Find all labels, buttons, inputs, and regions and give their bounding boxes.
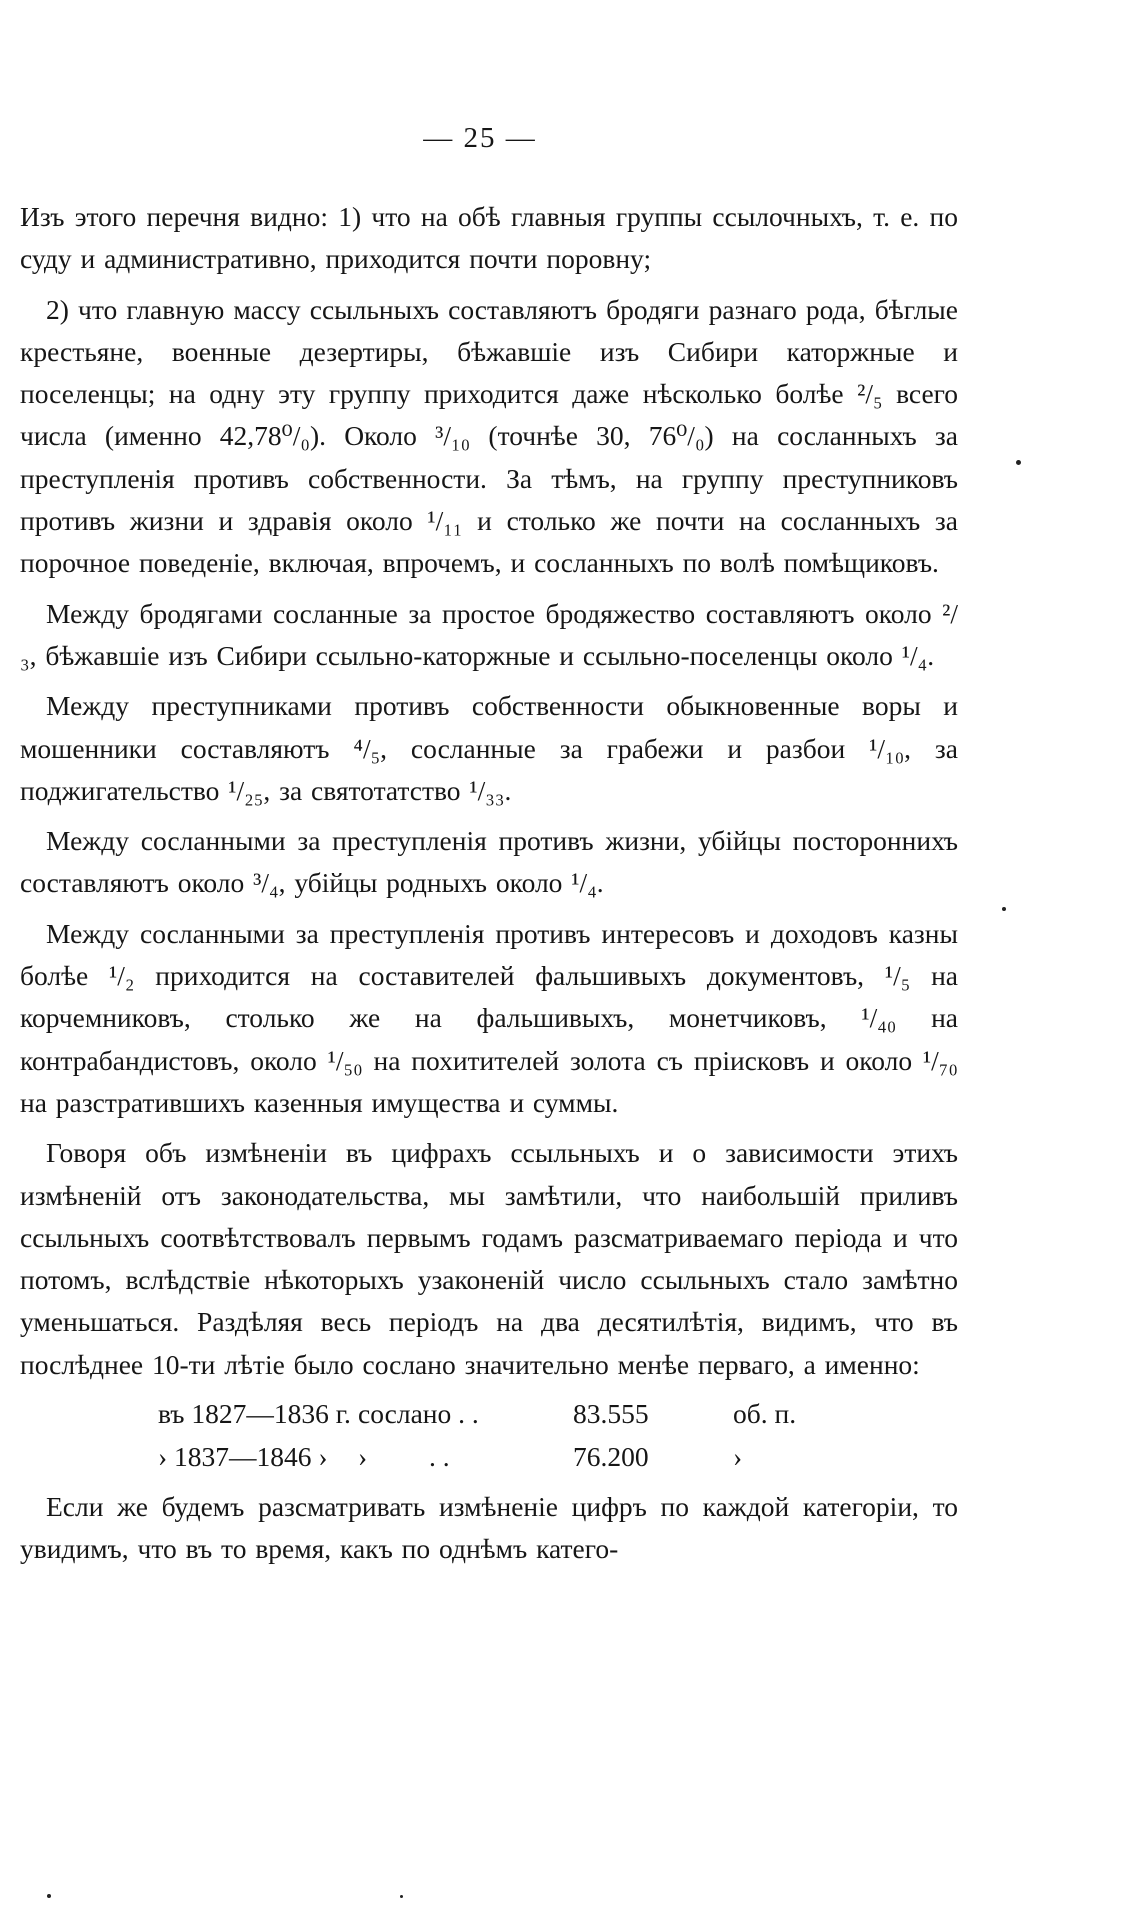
- table-row: [20, 1392, 958, 1435]
- scan-speck: [1016, 460, 1021, 465]
- paragraph-5: Между сосланными за преступленія противъ жизни, убійцы постороннихъ составляютъ около ³/₄, убійцы родныхъ около ¹/₄.: [20, 825, 958, 899]
- paragraph-4: Между преступниками противъ собственности обыкновенные воры и мошенники составляютъ ⁴/₅, сосланные за грабежи и разбои ¹/₁₀, за поджигательство ¹/₂₅, за святотатство ¹/₃₃.: [20, 690, 958, 806]
- paragraph-7: Говоря объ измѣненіи въ цифрахъ ссыльныхъ и о зависимости этихъ измѣненій отъ законодательства, мы замѣтили, что наибольшій приливъ ссыльныхъ соотвѣтствовалъ первымъ годамъ разсматриваемаго періода и что потомъ, вслѣдствіе нѣкоторыхъ узаконеній число ссыльныхъ стало замѣтно уменьшаться. Раздѣляя весь періодъ на два десятилѣтія, видимъ, что въ послѣднее 10-ти лѣтіе было сослано значительно менѣе перваго, а именно:: [20, 1137, 958, 1380]
- paragraph-1: Изъ этого перечня видно: 1) что на обѣ главныя группы ссылочныхъ, т. е. по суду и административно, приходится почти поровну;: [20, 201, 958, 275]
- row-prefix-period: въ 1827—1836 г.: [158, 1398, 351, 1430]
- table-row: [20, 1435, 958, 1478]
- paragraph-final: Если же будемъ разсматривать измѣненіе цифръ по каждой категоріи, то увидимъ, что въ то время, какъ по однѣмъ катего-: [20, 1491, 958, 1565]
- row-count: 83.555: [573, 1398, 649, 1430]
- scan-speck: [47, 1894, 51, 1898]
- page-number: — 25 —: [423, 122, 537, 154]
- row-unit: ›: [733, 1441, 743, 1473]
- scan-speck: [1002, 907, 1006, 911]
- body-text: [20, 196, 958, 1579]
- paragraph-3: Между бродягами сосланные за простое бродяжество составляютъ около ²/₃, бѣжавшіе изъ Сибири ссыльно-каторжные и ссыльно-поселенцы около ¹/₄.: [20, 597, 958, 671]
- row-verb: › . .: [358, 1441, 450, 1473]
- scan-speck: [400, 1895, 403, 1898]
- row-prefix-period: › 1837—1846 ›: [158, 1441, 328, 1473]
- exile-count-table: [20, 1392, 958, 1478]
- paragraph-6: Между сосланными за преступленія противъ интересовъ и доходовъ казны болѣе ¹/₂ приходится на составителей фальшивыхъ документовъ, ¹/₅ на корчемниковъ, столько же на фальшивыхъ, монетчиковъ, ¹/₄₀ на контрабандистовъ, около ¹/₅₀ на похитителей золота съ пріисковъ и около ¹/₇₀ на разстратившихъ казенныя имущества и суммы.: [20, 917, 958, 1118]
- row-verb: сослано . .: [358, 1398, 479, 1430]
- row-unit: об. п.: [733, 1398, 797, 1430]
- paragraph-2: 2) что главную массу ссыльныхъ составляютъ бродяги разнаго рода, бѣглые крестьяне, военные дезертиры, бѣжавшіе изъ Сибири каторжные и поселенцы; на одну эту группу приходится даже нѣсколько болѣе ²/₅ всего числа (именно 42,78⁰/₀). Около ³/₁₀ (точнѣе 30, 76⁰/₀) на сосланныхъ за преступленія противъ собственности. За тѣмъ, на группу преступниковъ противъ жизни и здравія около ¹/₁₁ и столько же почти на сосланныхъ за порочное поведеніе, включая, впрочемъ, и сосланныхъ по волѣ помѣщиковъ.: [20, 293, 958, 579]
- row-count: 76.200: [573, 1441, 649, 1473]
